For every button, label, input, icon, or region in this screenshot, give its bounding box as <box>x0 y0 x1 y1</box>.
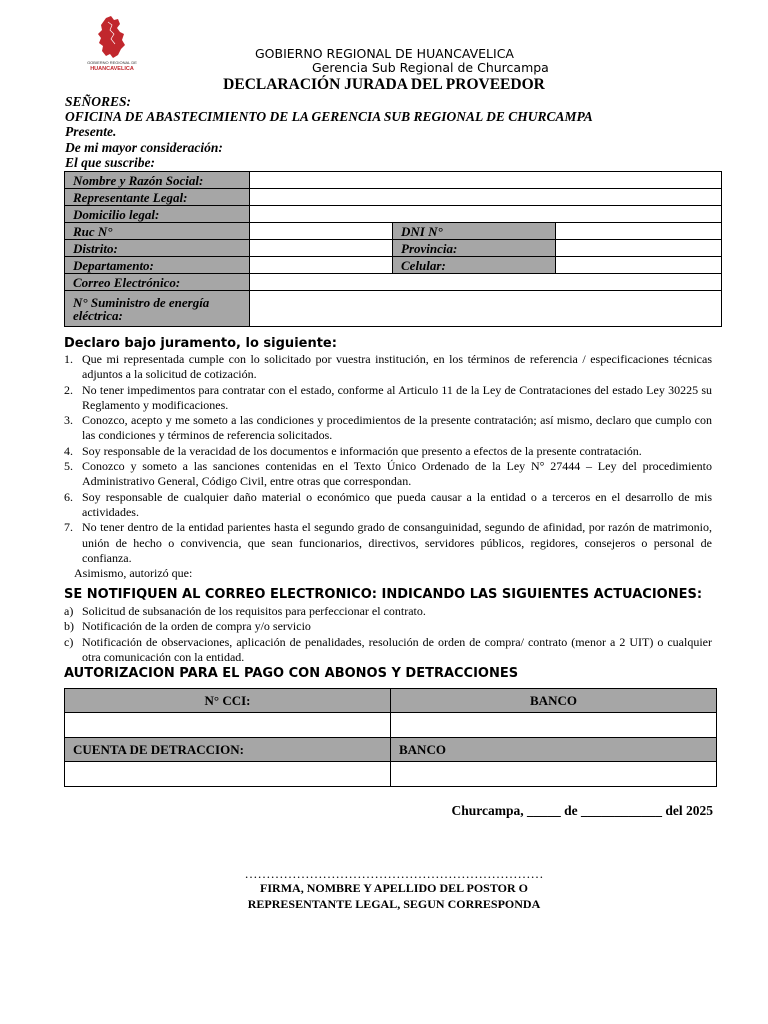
document-title: DECLARACIÓN JURADA DEL PROVEEDOR <box>223 76 545 93</box>
field-domicilio[interactable] <box>250 206 722 223</box>
list-item <box>64 444 712 459</box>
list-number: c) <box>64 634 74 649</box>
list-text: Que mi representada cumple con lo solicitado por vuestra institución, en los términos de referencia / especificaciones técnicas adjuntos a la solicitud de cotización. <box>82 352 712 382</box>
address-block <box>65 94 593 170</box>
field-representante[interactable] <box>250 189 722 206</box>
label-detraccion: CUENTA DE DETRACCION: <box>65 738 391 762</box>
label-ruc: Ruc N° <box>65 223 250 240</box>
list-text: No tener impedimentos para contratar con el estado, conforme al Articulo 11 de la Ley de Contrataciones del estado Ley 30225 su Reglamento y modificaciones. <box>82 382 712 412</box>
address-line: El que suscribe: <box>65 154 156 170</box>
list-number: a) <box>64 604 74 618</box>
list-number: 6. <box>64 489 73 504</box>
list-item <box>64 520 712 566</box>
list-item <box>64 566 712 581</box>
field-departamento[interactable] <box>250 257 393 274</box>
supplier-data-table <box>64 171 722 327</box>
signature-caption <box>0 881 768 912</box>
address-line: Presente. <box>65 124 117 140</box>
list-number: 2. <box>64 382 73 397</box>
header-line-1: GOBIERNO REGIONAL DE HUANCAVELICA <box>255 46 514 61</box>
payment-heading: AUTORIZACION PARA EL PAGO CON ABONOS Y DETRACCIONES <box>64 666 519 681</box>
payment-table <box>64 688 717 787</box>
list-item <box>64 352 712 383</box>
list-number: 3. <box>64 413 73 428</box>
label-distrito: Distrito: <box>65 240 250 257</box>
list-number: 7. <box>64 520 73 535</box>
label-dni: DNI N° <box>393 223 556 240</box>
declaration-heading: Declaro bajo juramento, lo siguiente: <box>64 336 337 351</box>
list-number: 5. <box>64 459 73 474</box>
list-item <box>64 459 712 490</box>
list-item <box>64 635 712 666</box>
field-banco-1[interactable] <box>391 713 717 738</box>
notification-heading: SE NOTIFIQUEN AL CORREO ELECTRONICO: INDICANDO LAS SIGUIENTES ACTUACIONES: <box>64 587 703 602</box>
field-banco-2[interactable] <box>391 762 717 787</box>
header-line-2: Gerencia Sub Regional de Churcampa <box>312 60 549 75</box>
declaration-list <box>64 352 712 581</box>
label-celular: Celular: <box>393 257 556 274</box>
list-number: 4. <box>64 443 73 458</box>
field-ruc[interactable] <box>250 223 393 240</box>
date-line: Churcampa, _____ de ____________ del 2025 <box>451 803 713 818</box>
list-text: Soy responsable de la veracidad de los documentos e información que presento a efectos de la presente contratación. <box>82 443 642 458</box>
label-banco-1: BANCO <box>391 689 717 713</box>
address-line: SEÑORES: <box>65 94 132 109</box>
list-item <box>64 604 712 619</box>
field-provincia[interactable] <box>556 240 722 257</box>
address-line: OFICINA DE ABASTECIMIENTO DE LA GERENCIA SUB REGIONAL DE CHURCAMPA <box>65 109 593 125</box>
field-suministro[interactable] <box>250 291 722 327</box>
huancavelica-region-map-icon <box>80 16 144 60</box>
logo-small-text: GOBIERNO REGIONAL DE <box>87 60 137 65</box>
list-item <box>64 383 712 414</box>
list-number: b) <box>64 619 74 634</box>
list-item <box>64 413 712 444</box>
field-celular[interactable] <box>556 257 722 274</box>
list-item <box>64 490 712 521</box>
label-correo: Correo Electrónico: <box>65 274 250 291</box>
signature-caption-line: REPRESENTANTE LEGAL, SEGUN CORRESPONDA <box>247 896 541 911</box>
logo-brand-text: HUANCAVELICA <box>90 66 134 72</box>
signature-caption-line: FIRMA, NOMBRE Y APELLIDO DEL POSTOR O <box>260 881 528 895</box>
label-provincia: Provincia: <box>393 240 556 257</box>
list-text: No tener dentro de la entidad parientes hasta el segundo grado de consanguinidad, segundo de afinidad, por razón de matrimonio, unión de hecho o convivencia, que sean funcionarios, directivos, servidores públicos, regidores, consejeros o personal de confianza. <box>82 520 712 565</box>
list-number: 1. <box>64 352 73 366</box>
signature-line: …………………………………………………………… <box>244 866 544 881</box>
list-text: Notificación de observaciones, aplicación de penalidades, resolución de orden de compra/ contrato (menor a 2 UIT) o cualquier otra comunicación con la entidad. <box>82 634 712 664</box>
field-cci[interactable] <box>65 713 391 738</box>
logo <box>80 16 144 74</box>
field-distrito[interactable] <box>250 240 393 257</box>
address-line: De mi mayor consideración: <box>65 139 223 155</box>
label-banco-2: BANCO <box>391 738 717 762</box>
label-nombre: Nombre y Razón Social: <box>65 172 250 189</box>
notification-list <box>64 604 712 665</box>
label-departamento: Departamento: <box>65 257 250 274</box>
list-text: Solicitud de subsanación de los requisitos para perfeccionar el contrato. <box>82 604 426 618</box>
label-representante: Representante Legal: <box>65 189 250 206</box>
field-detraccion[interactable] <box>65 762 391 787</box>
field-dni[interactable] <box>556 223 722 240</box>
label-cci: N° CCI: <box>65 689 391 713</box>
list-text: Conozco, acepto y me someto a las condiciones y procedimientos de la presente contratación; así mismo, declaro que cumplo con las condiciones y términos de referencia solicitados. <box>82 413 712 443</box>
label-domicilio: Domicilio legal: <box>65 206 250 223</box>
label-suministro: N° Suministro de energía eléctrica: <box>65 291 250 327</box>
field-nombre[interactable] <box>250 172 722 189</box>
list-text: Conozco y someto a las sanciones contenidas en el Texto Único Ordenado de la Ley N° 27444 – Ley del procedimiento Administrativo General, Código Civil, entre otras que correspondan. <box>82 459 712 489</box>
asimismo-text: Asimismo, autorizó que: <box>74 566 193 581</box>
field-correo[interactable] <box>250 274 722 291</box>
list-item <box>64 619 712 634</box>
list-text: Notificación de la orden de compra y/o servicio <box>82 619 311 634</box>
list-text: Soy responsable de cualquier daño material o económico que pueda causar a la entidad o a terceros en el desarrollo de mis actividades. <box>82 489 712 519</box>
